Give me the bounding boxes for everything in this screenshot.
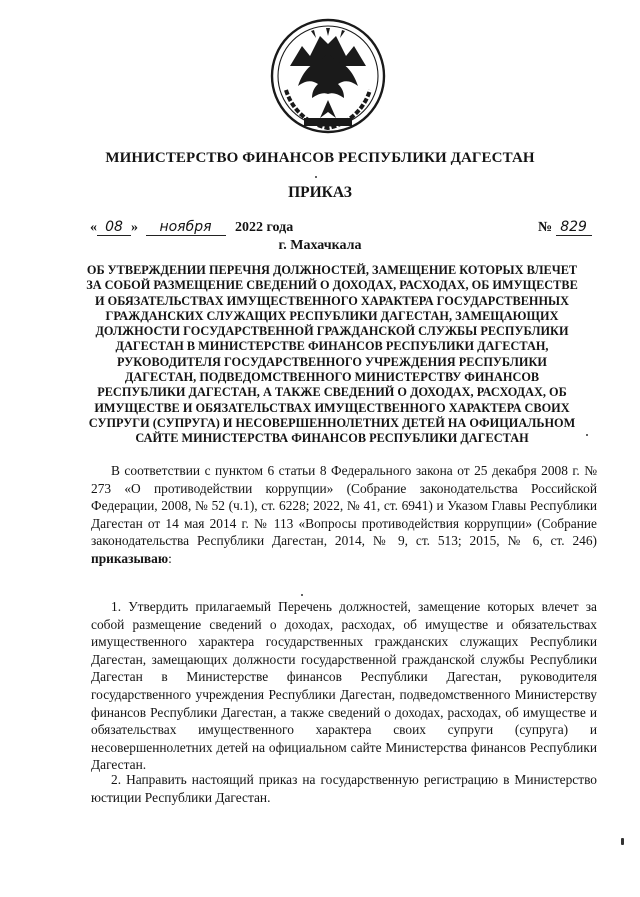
preamble-text: В соответствии с пунктом 6 статьи 8 Федерального закона от 25 декабря 2008 г. № 273 «О противодействии коррупции» (Собрание законодательства Российской Федерации, 2008, № 52 (ч.1), ст. 6228; 2022, № 41, ст. 6941) и Указом Главы Республики Дагестан от 14 мая 2014 г. № 113 «Вопросы противодействия коррупции» (Собрание законодательства Республики Дагестан, 2014, № 9, ст. 513; 2015, № 6, ст. 246) [91,463,597,549]
order-number [538,219,592,236]
order-title: ПРИКАЗ [288,184,352,201]
item-1-paragraph: 1. Утвердить прилагаемый Перечень должностей, замещение которых влечет за собой размещение сведений о доходах, расходах, об имуществе и обязательствах имущественного характера государственных гражданских служащих Республики Дагестан, замещающих должности государственной гражданской службы Республики Дагестан в Министерстве финансов Республики Дагестан, руководителя государственного учреждения Республики Дагестан, подведомственного Министерству финансов Республики Дагестан, а также сведений о доходах, расходах, об имуществе и обязательствах имущественного характера своих супруги (супруга) и несовершеннолетних детей на официальном сайте Министерства финансов Республики Дагестан. [91,599,597,773]
order-verb: приказываю [91,550,169,566]
preamble-colon: : [168,550,172,566]
scan-speck [315,176,317,178]
number-sign: № [538,220,553,235]
date-close-quote: » [131,220,138,235]
date-month: ноября [146,219,226,236]
order-heading: ОБ УТВЕРЖДЕНИИ ПЕРЕЧНЯ ДОЛЖНОСТЕЙ, ЗАМЕЩЕНИЕ КОТОРЫХ ВЛЕЧЕТ ЗА СОБОЙ РАЗМЕЩЕНИЕ СВЕДЕНИЙ О ДОХОДАХ, РАСХОДАХ, ОБ ИМУЩЕСТВЕ И ОБЯЗАТЕЛЬСТВАХ ИМУЩЕСТВЕННОГО ХАРАКТЕРА ГОСУДАРСТВЕННЫХ ГРАЖДАНСКИХ СЛУЖАЩИХ РЕСПУБЛИКИ ДАГЕСТАН, ЗАМЕЩАЮЩИХ ДОЛЖНОСТИ ГОСУДАРСТВЕННОЙ ГРАЖДАНСКОЙ СЛУЖБЫ РЕСПУБЛИКИ ДАГЕСТАН В МИНИСТЕРСТВЕ ФИНАНСОВ РЕСПУБЛИКИ ДАГЕСТАН, РУКОВОДИТЕЛЯ ГОСУДАРСТВЕННОГО УЧРЕЖДЕНИЯ РЕСПУБЛИКИ ДАГЕСТАН, ПОДВЕДОМСТВЕННОГО МИНИСТЕРСТВУ ФИНАНСОВ РЕСПУБЛИКИ ДАГЕСТАН, А ТАКЖЕ СВЕДЕНИЙ О ДОХОДАХ, РАСХОДАХ, ОБ ИМУЩЕСТВЕ И ОБЯЗАТЕЛЬСТВАХ ИМУЩЕСТВЕННОГО ХАРАКТЕРА СВОИХ СУПРУГИ (СУПРУГА) И НЕСОВЕРШЕННОЛЕТНИХ ДЕТЕЙ НА ОФИЦИАЛЬНОМ САЙТЕ МИНИСТЕРСТВА ФИНАНСОВ РЕСПУБЛИКИ ДАГЕСТАН [86,263,578,446]
scan-speck [586,434,588,436]
date-day: 08 [97,219,131,236]
item-2-paragraph: 2. Направить настоящий приказ на государственную регистрацию в Министерство юстиции Республики Дагестан. [91,772,597,805]
number-value: 829 [556,219,592,236]
ministry-name: МИНИСТЕРСТВО ФИНАНСОВ РЕСПУБЛИКИ ДАГЕСТАН [105,150,535,166]
coat-of-arms-icon [268,14,388,142]
city: г. Махачкала [278,238,362,253]
date-year: 2022 года [235,220,294,235]
date-open-quote: « [90,220,97,235]
order-date [90,219,293,236]
preamble-paragraph [91,462,597,568]
scan-speck [621,838,624,845]
scan-speck [301,594,303,596]
